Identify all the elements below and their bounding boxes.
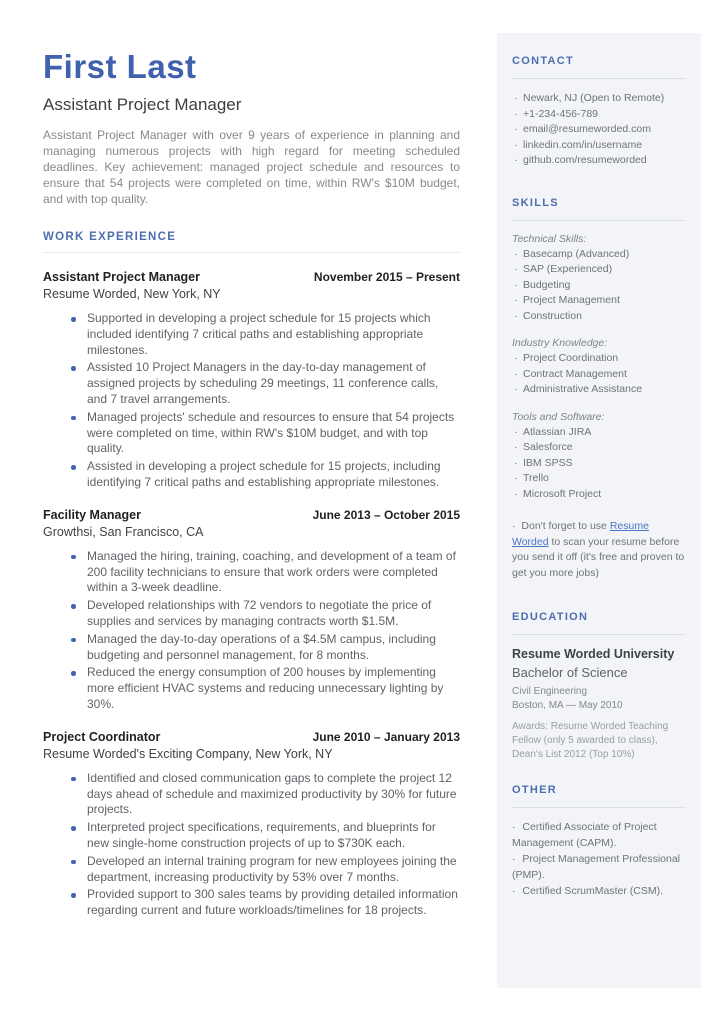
- section-divider: [43, 252, 460, 253]
- contact-item-location: · Newark, NJ (Open to Remote): [512, 91, 686, 107]
- note-text: Don't forget to use: [521, 520, 610, 532]
- job-bullet: Provided support to 300 sales teams by providing detailed information regarding current and future workloads/timelines for 18 projects.: [87, 887, 460, 919]
- contact-item-linkedin: · linkedin.com/in/username: [512, 138, 686, 154]
- certification-item: · Certified Associate of Project Management (CAPM).: [512, 820, 686, 851]
- sidebar: [497, 33, 701, 988]
- section-divider: [512, 807, 686, 808]
- job-company: Growthsi, San Francisco, CA: [43, 524, 204, 539]
- note-text: to scan your resume before you send it off (it's free and proven to get you more jobs): [512, 535, 685, 579]
- job-title: Project Coordinator: [43, 729, 161, 744]
- contact-heading: CONTACT: [512, 55, 575, 67]
- contact-item-email: · email@resumeworded.com: [512, 122, 686, 138]
- skill-group-label: Technical Skills:: [512, 232, 587, 245]
- job-entry: [43, 270, 460, 491]
- skill-list: [512, 425, 686, 503]
- skill-item: · Trello: [512, 471, 686, 487]
- skill-item: · Construction: [512, 309, 686, 325]
- job-bullet: Assisted in developing a project schedule for 15 projects, including identifying 7 critical paths and establishing appropriate milestones.: [87, 459, 460, 491]
- job-bullet-list: [43, 549, 460, 713]
- job-entry: [43, 508, 460, 713]
- certification-item: · Certified ScrumMaster (CSM).: [512, 884, 686, 900]
- job-header-row: [43, 730, 460, 744]
- job-dates: June 2013 – October 2015: [312, 507, 460, 522]
- skill-item: · Project Management: [512, 293, 686, 309]
- main-column: [43, 0, 460, 921]
- skill-item: · SAP (Experienced): [512, 262, 686, 278]
- section-divider: [512, 220, 686, 221]
- job-dates: June 2010 – January 2013: [312, 729, 460, 744]
- section-divider: [512, 634, 686, 635]
- skill-item: · Administrative Assistance: [512, 382, 686, 398]
- skill-item: · Salesforce: [512, 440, 686, 456]
- resume-worded-note: [512, 519, 686, 581]
- resume-worded-link[interactable]: Resume Worded: [512, 520, 649, 548]
- education-degree: Bachelor of Science: [512, 665, 628, 680]
- education-location-date: Boston, MA — May 2010: [512, 700, 623, 711]
- job-bullet: Reduced the energy consumption of 200 houses by implementing more efficient HVAC systems and reducing unnecessary lighting by 30%.: [87, 665, 460, 712]
- contact-item-phone: · +1-234-456-789: [512, 107, 686, 123]
- job-bullet: Developed relationships with 72 vendors to negotiate the price of supplies and services by managing contracts worth $1.5M.: [87, 598, 460, 630]
- job-bullet: Developed an internal training program for new employees joining the department, increasing productivity by 53% over 7 months.: [87, 854, 460, 886]
- section-divider: [512, 78, 686, 79]
- skills-heading: SKILLS: [512, 196, 559, 209]
- skill-group-label: Industry Knowledge:: [512, 337, 608, 349]
- skill-item: · Project Coordination: [512, 351, 686, 367]
- job-bullet: Supported in developing a project schedule for 15 projects which included identifying 7 critical paths and establishing appropriate milestones.: [87, 311, 460, 358]
- skill-item: · Budgeting: [512, 278, 686, 294]
- person-title: Assistant Project Manager: [43, 95, 242, 114]
- skill-list: [512, 247, 686, 325]
- education-heading: EDUCATION: [512, 611, 589, 623]
- other-heading: OTHER: [512, 784, 557, 796]
- skill-item: · Atlassian JIRA: [512, 425, 686, 441]
- job-bullet: Managed the day-to-day operations of a $4.5M campus, including budgeting and personnel management, for 8 months.: [87, 632, 460, 664]
- job-bullet: Managed projects' schedule and resources to ensure that 54 projects were completed on time, within RW's $10M budget, and with top quality.: [87, 410, 460, 457]
- job-dates: November 2015 – Present: [313, 270, 460, 284]
- job-bullet: Interpreted project specifications, requirements, and blueprints for new single-home construction projects of up to $730K each.: [87, 820, 460, 852]
- contact-item-github: · github.com/resumeworded: [512, 153, 686, 169]
- job-title: Facility Manager: [43, 507, 141, 522]
- job-company: Resume Worded's Exciting Company, New York, NY: [43, 746, 333, 761]
- person-name: First Last: [43, 48, 197, 85]
- education-awards: Awards: Resume Worded Teaching Fellow (only 5 awarded to class), Dean's List 2012 (Top 10%): [512, 721, 669, 760]
- job-header-row: [43, 508, 460, 522]
- education-school: Resume Worded University: [512, 647, 675, 661]
- job-title: Assistant Project Manager: [43, 270, 200, 284]
- skill-item: · IBM SPSS: [512, 456, 686, 472]
- contact-list: [512, 91, 686, 169]
- job-header-row: [43, 270, 460, 284]
- skill-item: · Contract Management: [512, 367, 686, 383]
- work-experience-heading: WORK EXPERIENCE: [43, 231, 177, 243]
- job-bullet: Assisted 10 Project Managers in the day-to-day management of assigned projects by scheduling 29 meetings, 11 conference calls, and 7 travel arrangements.: [87, 360, 460, 407]
- skill-item: · Basecamp (Advanced): [512, 247, 686, 263]
- job-bullet: Identified and closed communication gaps to complete the project 12 days ahead of schedule and maximized productivity by 30% for future projects.: [87, 771, 460, 818]
- skill-list: [512, 351, 686, 398]
- certification-item: · Project Management Professional (PMP).: [512, 852, 686, 883]
- skill-group-label: Tools and Software:: [512, 410, 605, 423]
- job-bullet-list: [43, 771, 460, 919]
- job-bullet: Managed the hiring, training, coaching, and development of a team of 200 facility technicians to ensure that work orders were completed within a 3-week deadline.: [87, 549, 460, 596]
- other-list: [512, 820, 686, 900]
- education-major: Civil Engineering: [512, 686, 588, 697]
- summary-text: Assistant Project Manager with over 9 years of experience in planning and managing numerous projects with high regard for meeting scheduled deadlines. Key achievement: managed project schedule and resources to ensure that 54 projects were completed on time, within RW's $10M budget, and with top quality.: [43, 128, 460, 206]
- job-company: Resume Worded, New York, NY: [43, 287, 221, 301]
- job-bullet-list: [43, 311, 460, 491]
- skill-item: · Microsoft Project: [512, 487, 686, 503]
- job-entry: [43, 730, 460, 919]
